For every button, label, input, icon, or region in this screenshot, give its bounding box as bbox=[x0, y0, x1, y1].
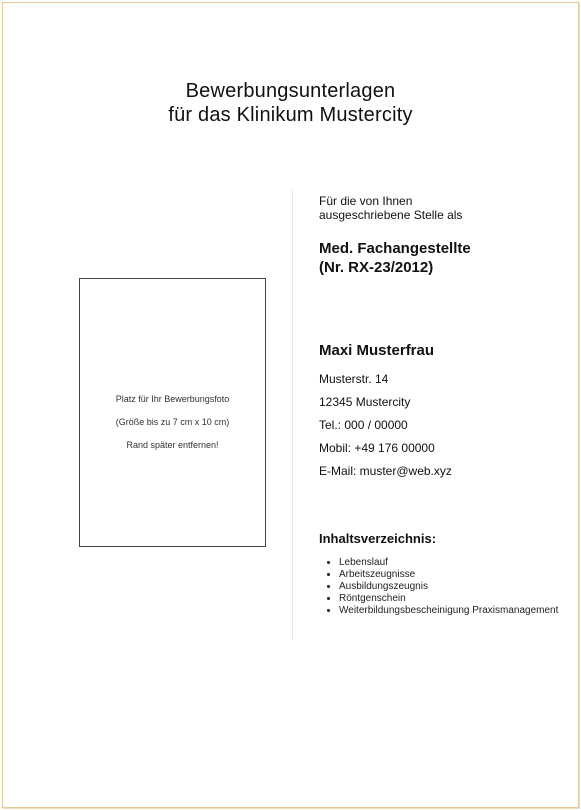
toc-item: • Arbeitszeugnisse bbox=[339, 569, 569, 581]
toc-list bbox=[319, 557, 569, 617]
photo-hint-line-2: (Größe bis zu 7 cm x 10 cm) bbox=[115, 417, 230, 427]
title-line-2: für das Klinikum Mustercity bbox=[168, 104, 413, 126]
contact-email: E-Mail: muster@web.xyz bbox=[319, 464, 452, 478]
column-divider bbox=[292, 189, 293, 641]
photo-hint-line-3: Rand später entfernen! bbox=[126, 440, 219, 450]
intro-line-1: Für die von Ihnen bbox=[319, 194, 413, 208]
photo-placeholder bbox=[79, 278, 266, 547]
toc-item: • Lebenslauf bbox=[339, 557, 569, 569]
position-title: Med. Fachangestellte bbox=[319, 240, 471, 257]
document-page bbox=[2, 2, 579, 808]
toc-item: • Ausbildungszeugnis bbox=[339, 581, 569, 593]
document-title bbox=[3, 79, 578, 127]
contact-phone: Tel.: 000 / 00000 bbox=[319, 418, 408, 432]
contact-street: Musterstr. 14 bbox=[319, 372, 389, 386]
position-reference: (Nr. RX-23/2012) bbox=[319, 259, 434, 276]
job-position bbox=[319, 239, 569, 277]
toc-item: • Röntgenschein bbox=[339, 593, 569, 605]
toc-item: • Weiterbildungsbescheinigung Praxismanagement bbox=[339, 605, 569, 617]
toc-heading: Inhaltsverzeichnis: bbox=[319, 531, 437, 546]
photo-placeholder-text bbox=[80, 388, 265, 457]
photo-hint-line-1: Platz für Ihr Bewerbungsfoto bbox=[115, 394, 230, 404]
applicant-name: Maxi Musterfrau bbox=[319, 342, 435, 359]
intro-line-2: ausgeschriebene Stelle als bbox=[319, 208, 463, 222]
title-line-1: Bewerbungsunterlagen bbox=[185, 80, 396, 102]
contact-mobile: Mobil: +49 176 00000 bbox=[319, 441, 435, 455]
contact-details bbox=[319, 368, 569, 483]
contact-city: 12345 Mustercity bbox=[319, 395, 411, 409]
application-intro bbox=[319, 194, 569, 222]
